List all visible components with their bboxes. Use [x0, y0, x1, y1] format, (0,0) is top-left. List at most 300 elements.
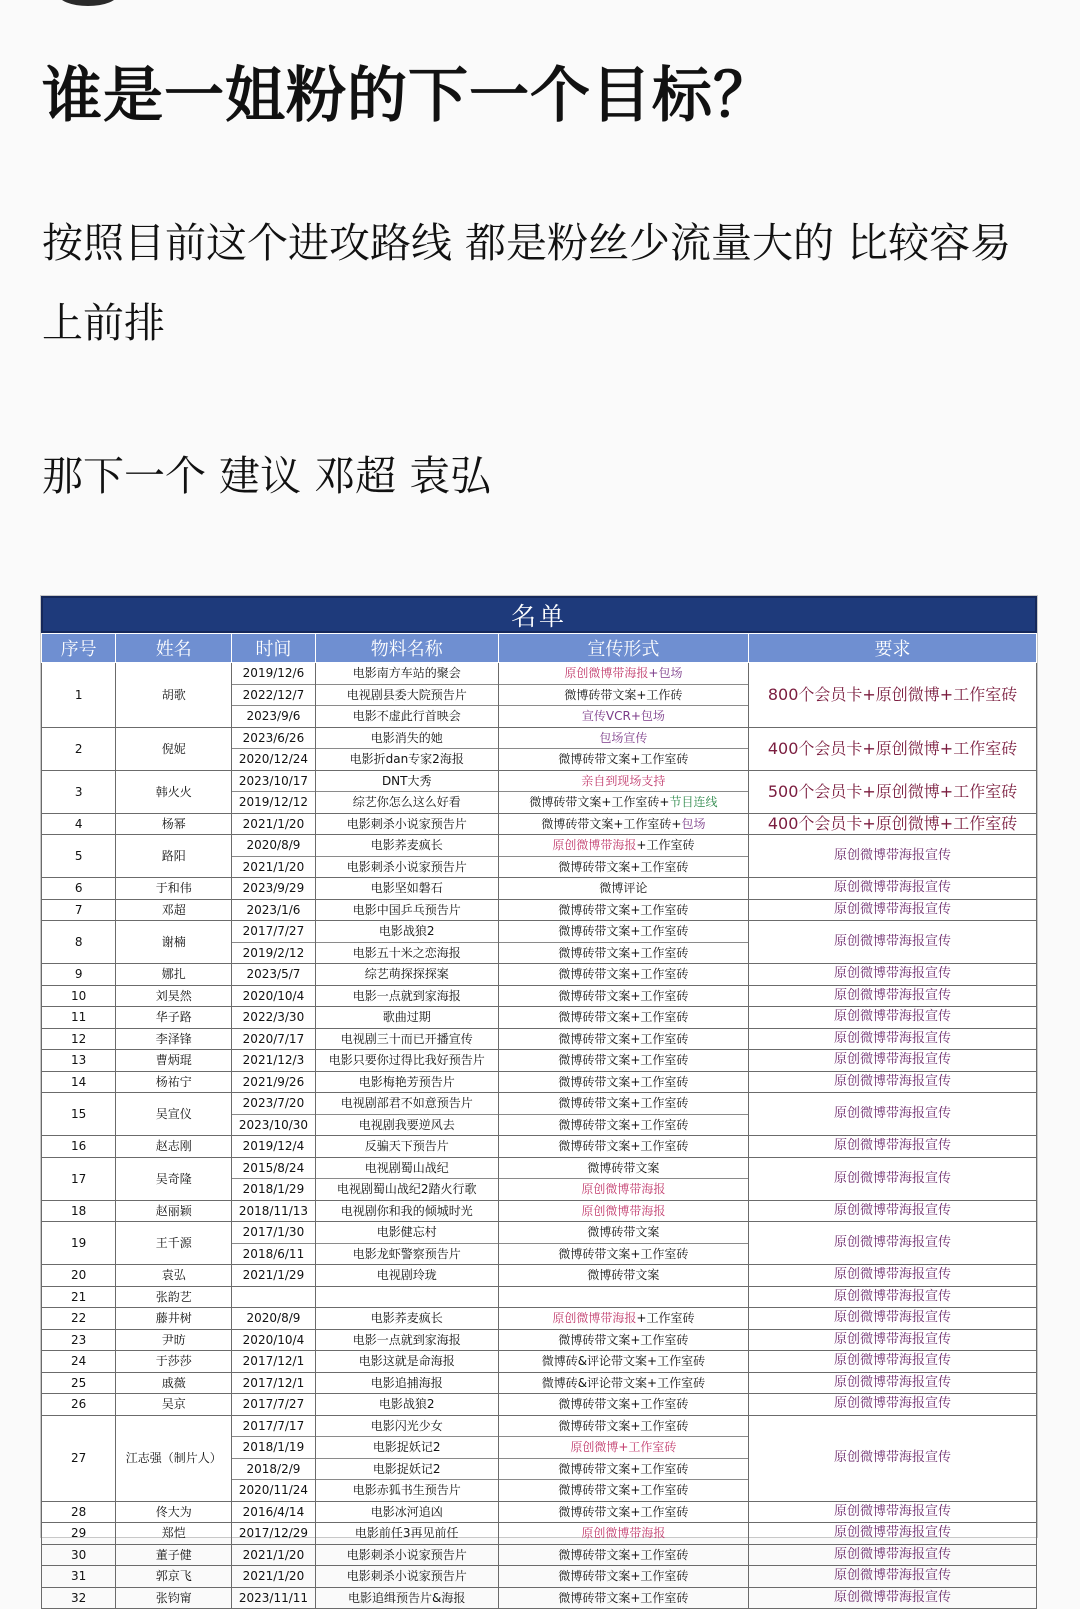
cell-name: 尹昉 [116, 1329, 232, 1351]
cell-material [315, 1050, 498, 1072]
cell-name: 吴宣仪 [116, 1093, 232, 1136]
material-line: 电影捉妖记2 [316, 1437, 498, 1459]
cell-requirement: 原创微博带海报宣传 [749, 1415, 1037, 1501]
cell-no: 12 [42, 1028, 116, 1050]
cell-form [498, 1329, 748, 1351]
avatar[interactable] [58, 0, 118, 6]
material-line: 综艺萌探探探案 [364, 967, 449, 981]
cell-name: 藤井树 [116, 1308, 232, 1330]
material-line: 电影刺杀小说家预告片 [346, 1569, 467, 1583]
column-header-form: 宣传形式 [498, 634, 748, 663]
column-header-requirement: 要求 [749, 634, 1037, 663]
cell-requirement: 原创微博带海报宣传 [749, 1071, 1037, 1093]
form-segment: 微博砖带文案+工作室砖 [558, 1504, 689, 1519]
form-segment: 微博砖&评论带文案+工作室砖 [541, 1354, 706, 1368]
form-line [499, 1480, 748, 1501]
table-row [42, 770, 1037, 813]
cell-name: 路阳 [116, 835, 232, 878]
form-line [499, 857, 748, 878]
cell-no: 13 [42, 1050, 116, 1072]
time-line: 2023/5/7 [246, 967, 301, 981]
cell-name: 李泽锋 [116, 1028, 232, 1050]
form-segment: 微博砖带文案+工作室砖 [558, 1074, 689, 1089]
cell-name: 董子健 [116, 1544, 232, 1566]
sheet-title: 名单 [41, 596, 1037, 633]
material-line: DNT大秀 [316, 771, 498, 793]
form-segment: 微博砖带文案+工作室砖 [558, 1096, 689, 1110]
cell-material [315, 1157, 498, 1200]
cell-material [315, 1265, 498, 1287]
cell-name: 王千源 [116, 1222, 232, 1265]
form-segment: 微博砖带文案+工作室砖 [558, 924, 689, 938]
cell-name: 刘昊然 [116, 985, 232, 1007]
cell-name: 江志强（制片人） [116, 1415, 232, 1501]
cell-requirement: 原创微博带海报宣传 [749, 1200, 1037, 1222]
cell-requirement: 原创微博带海报宣传 [749, 1372, 1037, 1394]
form-segment: 微博砖带文案+工作室砖 [558, 859, 689, 874]
time-line: 2019/12/4 [242, 1139, 305, 1153]
cell-material [315, 835, 498, 878]
cell-form [498, 1415, 748, 1501]
time-line: 2018/11/13 [238, 1203, 309, 1218]
material-line: 电视剧玲珑 [376, 1268, 437, 1282]
time-line: 2020/11/24 [238, 1483, 309, 1497]
cell-material [315, 1566, 498, 1588]
table-row [42, 1007, 1037, 1029]
cell-time [232, 1394, 315, 1416]
cell-requirement: 原创微博带海报宣传 [749, 1007, 1037, 1029]
form-segment: 原创微博+工作室砖 [570, 1440, 677, 1454]
time-line: 2016/4/14 [242, 1504, 305, 1519]
cell-material [315, 1222, 498, 1265]
time-line: 2023/11/11 [238, 1590, 309, 1605]
cell-name: 倪妮 [116, 727, 232, 770]
cell-name: 胡歌 [116, 663, 232, 728]
cell-time [232, 1566, 315, 1588]
table-row [42, 921, 1037, 964]
cell-time [232, 1028, 315, 1050]
cell-name: 郑恺 [116, 1523, 232, 1545]
table-row [42, 1136, 1037, 1158]
cell-requirement: 800个会员卡+原创微博+工作室砖 [749, 663, 1037, 728]
form-segment: 微博砖带文案+工作室砖 [558, 967, 689, 981]
material-line: 电影一点就到家海报 [352, 988, 461, 1003]
cell-no: 6 [42, 878, 116, 900]
table-row [42, 1050, 1037, 1072]
table-row [42, 1308, 1037, 1330]
form-segment: 微博砖带文案+工作室砖 [558, 1117, 689, 1132]
time-line: 2020/10/4 [242, 1332, 305, 1347]
column-header-name: 姓名 [116, 634, 232, 663]
material-line: 电影不虚此行首映会 [352, 709, 461, 723]
table-row [42, 1501, 1037, 1523]
cell-requirement: 原创微博带海报宣传 [749, 1351, 1037, 1373]
cell-form [498, 985, 748, 1007]
cell-form [498, 1136, 748, 1158]
material-line: 电影刺杀小说家预告片 [346, 859, 467, 874]
cell-name: 杨幂 [116, 813, 232, 835]
form-segment: 微博砖带文案+工作室砖 [558, 1246, 689, 1261]
table-row [42, 1028, 1037, 1050]
form-line [499, 1566, 748, 1587]
cell-material [315, 1007, 498, 1029]
time-line: 2021/9/26 [242, 1074, 305, 1089]
time-line: 2020/8/9 [246, 1311, 301, 1325]
column-header-material: 物料名称 [315, 634, 498, 663]
form-segment: 微博砖带文案+工作室砖 [558, 902, 689, 917]
form-line [499, 685, 748, 707]
time-line: 2021/1/20 [242, 1547, 305, 1562]
time-line: 2020/10/4 [242, 988, 305, 1003]
table-row [42, 878, 1037, 900]
form-segment: 原创微博带海报 [552, 838, 637, 852]
time-line: 2022/3/30 [242, 1010, 305, 1024]
time-line: 2021/1/20 [242, 816, 305, 831]
cell-requirement: 原创微博带海报宣传 [749, 1222, 1037, 1265]
cell-form [498, 921, 748, 964]
table-row [42, 1200, 1037, 1222]
form-segment: 原创微博带海报 [552, 1311, 637, 1325]
cell-time [232, 835, 315, 878]
form-segment: 微博砖带文案+工作室砖 [558, 1053, 689, 1067]
form-segment: 微博砖带文案 [587, 1160, 660, 1175]
cell-time [232, 899, 315, 921]
form-segment: +工作室砖 [636, 838, 695, 852]
cell-form [498, 1265, 748, 1287]
form-segment: 原创微博带海报 [581, 1526, 666, 1540]
cell-time [232, 1544, 315, 1566]
table-row [42, 813, 1037, 835]
cell-requirement: 原创微博带海报宣传 [749, 1587, 1037, 1609]
cell-no: 11 [42, 1007, 116, 1029]
cell-no: 24 [42, 1351, 116, 1373]
material-line: 电影赤狐书生预告片 [352, 1483, 461, 1497]
cell-material [315, 921, 498, 964]
cell-requirement: 原创微博带海报宣传 [749, 878, 1037, 900]
cell-no: 4 [42, 813, 116, 835]
material-line: 电视剧三十而已开播宣传 [340, 1031, 473, 1046]
cell-form [498, 1372, 748, 1394]
cell-time [232, 985, 315, 1007]
cell-material [315, 1351, 498, 1373]
material-line: 电影闪光少女 [316, 1416, 498, 1438]
form-segment: 微博砖带文案+工作室砖 [558, 1547, 689, 1562]
table-row [42, 1286, 1037, 1308]
material-line: 电视剧县委大院预告片 [316, 685, 498, 707]
cell-name: 吴京 [116, 1394, 232, 1416]
cell-name: 华子路 [116, 1007, 232, 1029]
time-line: 2017/7/27 [242, 1397, 305, 1411]
table-row [42, 1587, 1037, 1609]
form-segment: +工作室砖 [636, 1311, 695, 1325]
cell-material [315, 1308, 498, 1330]
time-line: 2019/2/12 [242, 945, 305, 960]
cell-time [232, 1050, 315, 1072]
table-row [42, 1544, 1037, 1566]
cell-no: 8 [42, 921, 116, 964]
material-line: 电影龙虾警察预告片 [352, 1246, 461, 1261]
form-line [499, 771, 748, 793]
material-line: 综艺你怎么这么好看 [352, 795, 461, 809]
table-row [42, 1394, 1037, 1416]
form-line [499, 921, 748, 943]
form-line [499, 1136, 748, 1157]
form-line [499, 663, 748, 685]
table-row [42, 1093, 1037, 1136]
form-line [499, 1072, 748, 1093]
cell-requirement: 原创微博带海报宣传 [749, 1329, 1037, 1351]
cell-requirement: 原创微博带海报宣传 [749, 1265, 1037, 1287]
form-segment: 微博砖带文案+工作室砖 [558, 945, 689, 960]
cell-name: 谢楠 [116, 921, 232, 964]
cell-time [232, 1200, 315, 1222]
cell-time [232, 1523, 315, 1545]
cell-material [315, 1093, 498, 1136]
time-line: 2023/10/17 [232, 771, 314, 793]
material-line: 电视剧蜀山战纪2踏火行歌 [336, 1182, 477, 1196]
cell-no: 10 [42, 985, 116, 1007]
form-line [499, 1502, 748, 1523]
cell-form [498, 1093, 748, 1136]
cell-name: 袁弘 [116, 1265, 232, 1287]
cell-no: 18 [42, 1200, 116, 1222]
cell-form [498, 964, 748, 986]
cell-material [315, 1544, 498, 1566]
time-line: 2017/7/27 [232, 921, 314, 943]
cell-name: 于莎莎 [116, 1351, 232, 1373]
form-line [499, 1394, 748, 1415]
material-line: 电影战狼2 [378, 1397, 435, 1411]
time-line: 2023/9/6 [246, 709, 301, 723]
material-line: 电影冰河追凶 [370, 1504, 443, 1519]
material-line: 反骗天下预告片 [364, 1139, 449, 1153]
post-paragraph-suggestion: 那下一个 建议 邓超 袁弘 [42, 452, 492, 500]
cell-requirement: 500个会员卡+原创微博+工作室砖 [749, 770, 1037, 813]
material-line: 电影中国乒乓预告片 [352, 902, 461, 917]
cell-requirement: 原创微博带海报宣传 [749, 1050, 1037, 1072]
table-row [42, 1523, 1037, 1545]
cell-no: 17 [42, 1157, 116, 1200]
material-line: 电影刺杀小说家预告片 [346, 816, 467, 831]
time-line: 2021/1/20 [242, 1569, 305, 1583]
form-line [499, 964, 748, 985]
material-line: 电影消失的她 [316, 728, 498, 750]
form-segment: 微博砖带文案+工作室砖+ [529, 795, 670, 809]
cell-form [498, 1566, 748, 1588]
cell-no: 26 [42, 1394, 116, 1416]
form-segment: 微博砖带文案+工作室砖 [558, 1461, 689, 1476]
cell-name: 韩火火 [116, 770, 232, 813]
time-line: 2017/12/29 [238, 1526, 309, 1540]
material-line: 电影坚如磐石 [370, 881, 443, 895]
time-line: 2017/12/1 [242, 1375, 305, 1390]
cell-material [315, 1286, 498, 1308]
time-line: 2022/12/7 [232, 685, 314, 707]
form-segment: 微博砖带文案+工作室砖 [558, 1418, 689, 1433]
cell-time [232, 921, 315, 964]
cell-form [498, 1544, 748, 1566]
cell-time [232, 770, 315, 813]
cell-material [315, 727, 498, 770]
cell-form [498, 1157, 748, 1200]
cell-form [498, 1501, 748, 1523]
material-line: 电影荞麦疯长 [316, 835, 498, 857]
material-line: 电视剧你和我的倾城时光 [340, 1203, 473, 1218]
cell-no: 14 [42, 1071, 116, 1093]
time-line: 2020/7/17 [242, 1031, 305, 1046]
form-line [499, 1287, 748, 1308]
form-line [499, 986, 748, 1007]
material-line: 电影只要你过得比我好预告片 [328, 1053, 485, 1067]
cell-time [232, 964, 315, 986]
table-row [42, 964, 1037, 986]
form-line [499, 814, 748, 835]
cell-requirement: 原创微博带海报宣传 [749, 1286, 1037, 1308]
time-line: 2021/1/29 [242, 1268, 305, 1282]
cell-requirement: 原创微博带海报宣传 [749, 921, 1037, 964]
cell-no: 28 [42, 1501, 116, 1523]
cell-time [232, 1157, 315, 1200]
cell-time [232, 813, 315, 835]
cell-requirement: 原创微博带海报宣传 [749, 1028, 1037, 1050]
cell-no: 19 [42, 1222, 116, 1265]
cell-form [498, 835, 748, 878]
time-line: 2018/1/29 [242, 1182, 305, 1196]
time-line: 2020/8/9 [232, 835, 314, 857]
cell-no: 27 [42, 1415, 116, 1501]
form-line [499, 1308, 748, 1329]
form-line [499, 792, 748, 813]
material-line: 电视剧部君不如意预告片 [316, 1093, 498, 1115]
form-segment: 微博砖带文案+工作室砖 [558, 752, 689, 766]
form-line [499, 1459, 748, 1481]
cell-requirement: 原创微博带海报宣传 [749, 1157, 1037, 1200]
time-line: 2023/9/29 [242, 881, 305, 895]
form-segment: 微博砖带文案+工作室砖 [558, 1139, 689, 1153]
material-line: 电影荞麦疯长 [370, 1311, 443, 1325]
form-line [499, 1416, 748, 1438]
form-segment: 微博砖带文案+工作室砖 [558, 1569, 689, 1583]
cell-material [315, 1523, 498, 1545]
form-line [499, 1222, 748, 1244]
time-line: 2023/7/20 [232, 1093, 314, 1115]
cell-form [498, 813, 748, 835]
time-line [232, 1287, 314, 1308]
cell-name: 张钧甯 [116, 1587, 232, 1609]
form-segment: 亲自到现场支持 [581, 773, 666, 788]
cell-no: 23 [42, 1329, 116, 1351]
cell-time [232, 1286, 315, 1308]
form-segment: 原创微博带海报 [581, 1203, 666, 1218]
table-row [42, 1222, 1037, 1265]
time-line: 2017/7/17 [232, 1416, 314, 1438]
spreadsheet-image[interactable] [40, 595, 1038, 1605]
form-segment: 微博砖带文案+工作室砖 [558, 1010, 689, 1024]
form-segment: 包场 [681, 816, 706, 831]
material-line: 电影这就是命海报 [358, 1354, 455, 1368]
table-row [42, 1157, 1037, 1200]
cell-time [232, 727, 315, 770]
cell-requirement: 原创微博带海报宣传 [749, 1523, 1037, 1545]
table-row [42, 1265, 1037, 1287]
table-row [42, 1329, 1037, 1351]
cell-form [498, 1587, 748, 1609]
time-line: 2015/8/24 [232, 1158, 314, 1180]
form-segment: 原创微博带海报 [581, 1182, 666, 1196]
form-line [499, 1244, 748, 1265]
time-line: 2017/1/30 [232, 1222, 314, 1244]
cell-material [315, 1394, 498, 1416]
form-segment: 微博砖带文案+工作砖 [564, 687, 683, 702]
cell-no: 30 [42, 1544, 116, 1566]
cell-time [232, 663, 315, 728]
form-line [499, 1007, 748, 1028]
cell-no: 7 [42, 899, 116, 921]
cell-requirement: 原创微博带海报宣传 [749, 1566, 1037, 1588]
cell-material [315, 663, 498, 728]
cell-no: 25 [42, 1372, 116, 1394]
form-segment: 微博砖带文案 [587, 1268, 660, 1282]
form-line [499, 1265, 748, 1286]
cell-no: 16 [42, 1136, 116, 1158]
cell-time [232, 1265, 315, 1287]
cell-material [315, 899, 498, 921]
cell-form [498, 663, 748, 728]
cell-form [498, 1394, 748, 1416]
material-line: 电影折dan专家2海报 [349, 752, 464, 766]
cell-name: 郭京飞 [116, 1566, 232, 1588]
post-title: 谁是一姐粉的下一个目标？ [42, 61, 774, 131]
cell-material [315, 1028, 498, 1050]
material-line: 电影一点就到家海报 [352, 1332, 461, 1347]
cell-name: 于和伟 [116, 878, 232, 900]
cell-requirement: 400个会员卡+原创微博+工作室砖 [749, 813, 1037, 835]
cell-time [232, 1222, 315, 1265]
cell-form [498, 1351, 748, 1373]
cell-name: 戚薇 [116, 1372, 232, 1394]
form-line [499, 1588, 748, 1609]
cell-name: 赵丽颖 [116, 1200, 232, 1222]
cell-no: 20 [42, 1265, 116, 1287]
form-line [499, 1523, 748, 1544]
form-segment: 微博砖&评论带文案+工作室砖 [541, 1375, 706, 1390]
form-segment: 微博砖带文案+工作室砖 [558, 1031, 689, 1046]
form-line [499, 943, 748, 964]
cell-form [498, 1222, 748, 1265]
cell-form [498, 899, 748, 921]
cell-no: 29 [42, 1523, 116, 1545]
cell-time [232, 1329, 315, 1351]
cell-form [498, 1050, 748, 1072]
material-line: 电影南方车站的聚会 [316, 663, 498, 685]
material-line: 电影健忘村 [316, 1222, 498, 1244]
material-line [316, 1287, 498, 1308]
time-line: 2019/12/6 [232, 663, 314, 685]
form-segment: 微博砖带文案+工作室砖 [558, 1483, 689, 1497]
form-segment: 微博砖带文案+工作室砖 [558, 988, 689, 1003]
form-segment: 宣传VCR+包场 [581, 709, 665, 723]
cell-requirement: 原创微博带海报宣传 [749, 1501, 1037, 1523]
cell-form [498, 1071, 748, 1093]
cell-time [232, 878, 315, 900]
table-row [42, 1566, 1037, 1588]
form-line [499, 1545, 748, 1566]
table-row [42, 727, 1037, 770]
cell-form [498, 1286, 748, 1308]
cell-requirement: 原创微博带海报宣传 [749, 1544, 1037, 1566]
cell-form [498, 1523, 748, 1545]
cell-form [498, 770, 748, 813]
